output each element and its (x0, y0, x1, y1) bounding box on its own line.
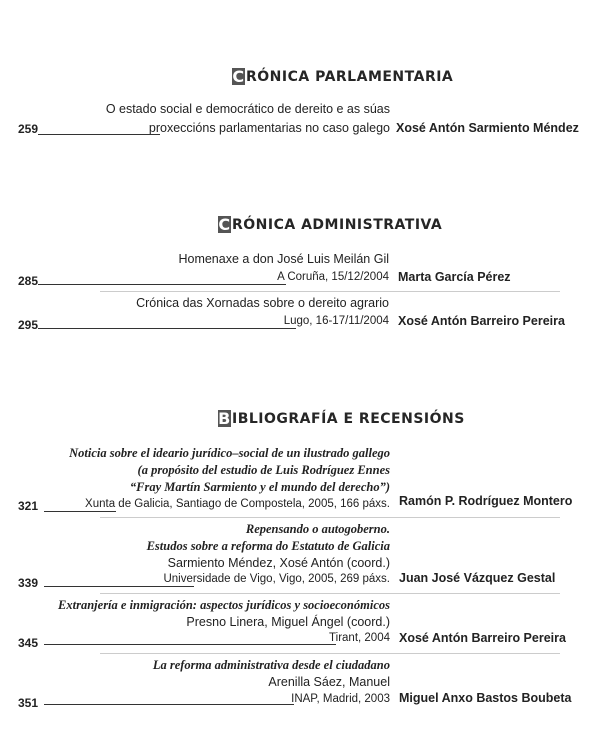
entry-title-line: “Fray Martín Sarmiento y el mundo del derecho”) (129, 480, 390, 494)
entry-author: Xosé Antón Barreiro Pereira (398, 314, 565, 328)
page-number: 345 (18, 636, 39, 650)
section-title: IBLIOGRAFÍA E RECENSIÓNS (232, 410, 465, 427)
entry-detail-line: Universidade de Vigo, Vigo, 2005, 269 páxs. (163, 573, 390, 585)
section-title: RÓNICA PARLAMENTARIA (246, 68, 454, 85)
entry-author: Ramón P. Rodríguez Montero (399, 494, 573, 508)
entry-author: Juan José Vázquez Gestal (399, 571, 556, 585)
entry-title-line: O estado social e democrático de dereito e as súas (105, 102, 390, 116)
entry-divider (100, 653, 560, 654)
section-initial: B (218, 409, 231, 428)
leader-rule (44, 644, 336, 645)
page-number: 285 (18, 274, 39, 288)
entry-divider (100, 291, 560, 292)
entry-title-line: (a propósito del estudio de Luis Rodríguez Ennes (137, 463, 390, 477)
section-heading-bibliografia (218, 410, 465, 427)
entry-detail-line: Tirant, 2004 (329, 632, 390, 644)
section-initial: C (232, 67, 245, 86)
page-number: 351 (18, 696, 39, 710)
entry-divider (100, 517, 560, 518)
page-number: 259 (18, 122, 39, 136)
entry-title-line: Repensando o autogoberno. (245, 522, 390, 536)
entry-detail-line: A Coruña, 15/12/2004 (277, 271, 389, 283)
leader-rule (44, 511, 116, 512)
entry-detail-line: INAP, Madrid, 2003 (291, 693, 390, 705)
section-heading-cronica-administrativa (218, 216, 442, 233)
page-number: 321 (18, 499, 39, 513)
leader-rule (38, 328, 296, 329)
entry-author: Miguel Anxo Bastos Boubeta (399, 691, 572, 705)
entry-title-line: Presno Linera, Miguel Ángel (coord.) (186, 615, 390, 629)
entry-title-line: Crónica das Xornadas sobre o dereito agrario (136, 296, 389, 310)
entry-title-line: Extranjería e inmigración: aspectos jurídicos y socioeconómicos (58, 598, 390, 612)
entry-detail-line: Lugo, 16-17/11/2004 (283, 315, 389, 327)
entry-divider (100, 593, 560, 594)
section-initial: C (218, 215, 231, 234)
entry-author: Xosé Antón Sarmiento Méndez (396, 121, 579, 135)
section-heading-cronica-parlamentaria (232, 68, 453, 85)
entry-title-line: Arenilla Sáez, Manuel (268, 675, 390, 689)
page-number: 339 (18, 576, 39, 590)
leader-rule (38, 284, 286, 285)
entry-detail-line: Xunta de Galicia, Santiago de Compostela, 2005, 166 páxs. (85, 498, 390, 510)
leader-rule (44, 704, 294, 705)
leader-rule (44, 586, 194, 587)
entry-title-line: Sarmiento Méndez, Xosé Antón (coord.) (167, 556, 390, 570)
entry-title-line: La reforma administrativa desde el ciudadano (152, 658, 390, 672)
entry-author: Marta García Pérez (398, 270, 511, 284)
entry-title-line: Homenaxe a don José Luis Meilán Gil (178, 252, 389, 266)
entry-title-line: Estudos sobre a reforma do Estatuto de Galicia (146, 539, 390, 553)
entry-author: Xosé Antón Barreiro Pereira (399, 631, 566, 645)
entry-title-line: Noticia sobre el ideario jurídico–social de un ilustrado gallego (69, 446, 390, 460)
page-number: 295 (18, 318, 39, 332)
section-title: RÓNICA ADMINISTRATIVA (232, 216, 443, 233)
entry-title-line: proxeccións parlamentarias no caso galego (148, 121, 390, 135)
leader-rule (38, 134, 160, 135)
